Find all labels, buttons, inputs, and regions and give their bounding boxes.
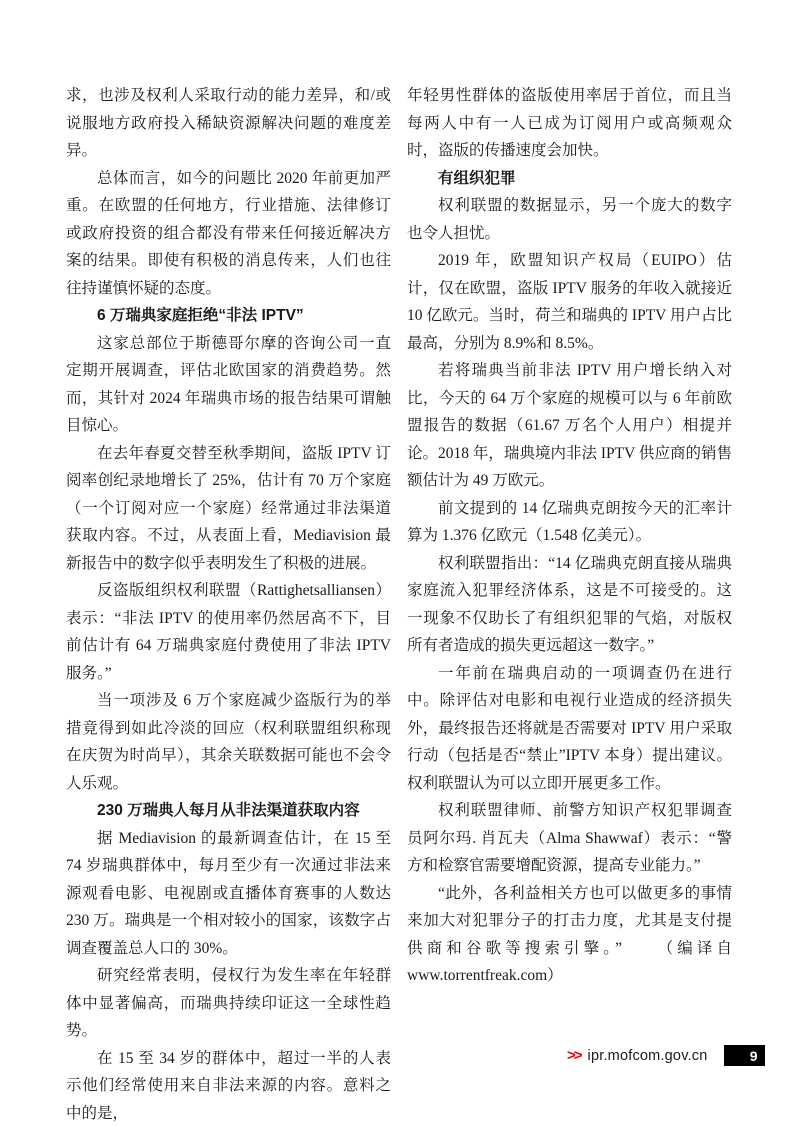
footer-site-url: ipr.mofcom.gov.cn bbox=[588, 1048, 708, 1064]
double-chevron-icon: >> bbox=[567, 1048, 581, 1063]
article-body bbox=[66, 82, 732, 1127]
paragraph: 据 Mediavision 的最新调查估计，在 15 至 74 岁瑞典群体中，每月至少有一次通过非法来源观看电影、电视剧或直播体育赛事的人数达 230 万。瑞典是一个相对较小的国家，该数字占调查覆盖总人口的 30%。 bbox=[66, 825, 391, 963]
paragraph: 这家总部位于斯德哥尔摩的咨询公司一直定期开展调查，评估北欧国家的消费趋势。然而，其针对 2024 年瑞典市场的报告结果可谓触目惊心。 bbox=[66, 330, 391, 440]
paragraph: 一年前在瑞典启动的一项调查仍在进行中。除评估对电影和电视行业造成的经济损失外，最终报告还将就是否需要对 IPTV 用户采取行动（包括是否“禁止”IPTV 本身）提出建议。权利联盟认为可以立即开展更多工作。 bbox=[407, 660, 732, 798]
section-heading: 6 万瑞典家庭拒绝“非法 IPTV” bbox=[66, 302, 391, 330]
paragraph: 当一项涉及 6 万个家庭减少盗版行为的举措竟得到如此冷淡的回应（权利联盟组织称现在庆贺为时尚早），其余关联数据可能也不会令人乐观。 bbox=[66, 687, 391, 797]
paragraph: 在去年春夏交替至秋季期间，盗版 IPTV 订阅率创纪录地增长了 25%，估计有 70 万个家庭（一个订阅对应一个家庭）经常通过非法渠道获取内容。不过，从表面上看，Mediavision 最新报告中的数字似乎表明发生了积极的进展。 bbox=[66, 440, 391, 578]
page-number-box bbox=[724, 1045, 765, 1066]
paragraph: 权利联盟指出：“14 亿瑞典克朗直接从瑞典家庭流入犯罪经济体系，这是不可接受的。这一现象不仅助长了有组织犯罪的气焰，对版权所有者造成的损失更远超这一数字。” bbox=[407, 550, 732, 660]
left-column bbox=[66, 82, 391, 1127]
section-heading: 230 万瑞典人每月从非法渠道获取内容 bbox=[66, 797, 391, 825]
section-heading: 有组织犯罪 bbox=[407, 165, 732, 193]
paragraph: 总体而言，如今的问题比 2020 年前更加严重。在欧盟的任何地方，行业措施、法律修订或政府投资的组合都没有带来任何接近解决方案的结果。即使有积极的消息传来，人们也往往持谨慎怀疑的态度。 bbox=[66, 165, 391, 303]
paragraph: 研究经常表明，侵权行为发生率在年轻群体中显著偏高，而瑞典持续印证这一全球性趋势。 bbox=[66, 962, 391, 1045]
paragraph: 2019 年，欧盟知识产权局（EUIPO）估计，仅在欧盟，盗版 IPTV 服务的年收入就接近 10 亿欧元。当时，荷兰和瑞典的 IPTV 用户占比最高，分别为 8.9%和 8.5%。 bbox=[407, 247, 732, 357]
paragraph: 在 15 至 34 岁的群体中，超过一半的人表示他们经常使用来自非法来源的内容。意料之中的是， bbox=[66, 1045, 391, 1127]
paragraph: 前文提到的 14 亿瑞典克朗按今天的汇率计算为 1.376 亿欧元（1.548 亿美元）。 bbox=[407, 495, 732, 550]
paragraph: 反盗版组织权利联盟（Rattighetsalliansen）表示：“非法 IPTV 的使用率仍然居高不下，目前估计有 64 万瑞典家庭付费使用了非法 IPTV 服务。” bbox=[66, 577, 391, 687]
paragraph: 年轻男性群体的盗版使用率居于首位，而且当每两人中有一人已成为订阅用户或高频观众时，盗版的传播速度会加快。 bbox=[407, 82, 732, 165]
page-number: 9 bbox=[750, 1049, 758, 1063]
paragraph: 求，也涉及权利人采取行动的能力差异，和/或说服地方政府投入稀缺资源解决问题的难度差异。 bbox=[66, 82, 391, 165]
right-column bbox=[407, 82, 732, 1127]
paragraph: 若将瑞典当前非法 IPTV 用户增长纳入对比，今天的 64 万个家庭的规模可以与 6 年前欧盟报告的数据（61.67 万名个人用户）相提并论。2018 年，瑞典境内非法 IPTV 供应商的销售额估计为 49 万欧元。 bbox=[407, 357, 732, 495]
paragraph: “此外，各利益相关方也可以做更多的事情来加大对犯罪分子的打击力度，尤其是支付提供商和谷歌等搜索引擎。” （编译自 www.torrentfreak.com） bbox=[407, 880, 732, 990]
paragraph: 权利联盟律师、前警方知识产权犯罪调查员阿尔玛. 肖瓦夫（Alma Shawwaf）表示：“警方和检察官需要增配资源，提高专业能力。” bbox=[407, 797, 732, 880]
page-footer bbox=[567, 1045, 765, 1066]
paragraph: 权利联盟的数据显示，另一个庞大的数字也令人担忧。 bbox=[407, 192, 732, 247]
